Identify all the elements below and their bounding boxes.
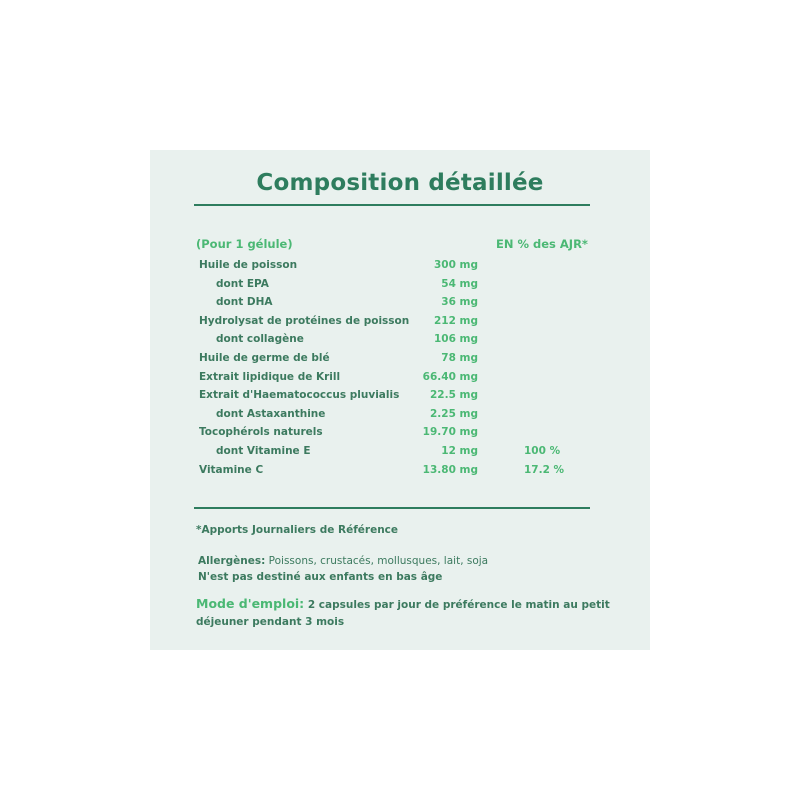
ingredient-quantity: 212 mg	[433, 314, 478, 327]
ingredient-quantity: 12 mg	[441, 445, 478, 457]
ingredient-quantity: 22.5 mg	[429, 389, 478, 402]
ingredient-ajr: 17.2 %	[524, 463, 565, 476]
ingredient-name: dont Vitamine E	[216, 445, 311, 457]
ingredient-name: dont collagène	[216, 333, 304, 346]
ingredient-name: Extrait d'Haematococcus pluvialis	[199, 389, 400, 402]
table-row	[150, 389, 650, 407]
ingredient-name: dont EPA	[216, 277, 269, 290]
title-divider	[194, 204, 590, 206]
ajr-percent-header: EN % des AJR*	[496, 237, 588, 251]
table-row	[150, 333, 650, 351]
composition-card	[150, 150, 650, 650]
children-warning: N'est pas destiné aux enfants en bas âge	[198, 571, 443, 583]
table-row	[150, 371, 650, 389]
ingredient-name: Hydrolysat de protéines de poisson	[199, 314, 410, 327]
usage-block	[196, 595, 616, 631]
ajr-footnote: *Apports Journaliers de Référence	[196, 524, 399, 536]
ingredient-ajr: 100 %	[524, 445, 561, 457]
table-row	[150, 315, 650, 333]
ingredient-name: Tocophérols naturels	[199, 426, 323, 439]
ingredient-name: dont DHA	[216, 296, 273, 309]
ingredient-name: dont Astaxanthine	[216, 407, 326, 420]
ingredient-quantity: 66.40 mg	[422, 370, 478, 383]
allergens-line	[198, 553, 488, 569]
ingredient-quantity: 300 mg	[433, 259, 478, 271]
ingredient-quantity: 106 mg	[433, 333, 478, 346]
ingredient-quantity: 78 mg	[441, 352, 478, 364]
allergens-value: Poissons, crustacés, mollusques, lait, soja	[268, 555, 489, 567]
ingredient-quantity: 19.70 mg	[422, 426, 478, 439]
page-title: Composition détaillée	[256, 170, 544, 196]
ingredient-quantity: 13.80 mg	[422, 463, 478, 476]
table-row	[150, 464, 650, 482]
ingredient-name: Vitamine C	[199, 463, 264, 476]
footer-divider	[194, 507, 590, 509]
ingredient-name: Huile de germe de blé	[199, 352, 330, 364]
allergens-label: Allergènes:	[198, 555, 266, 567]
ingredient-quantity: 36 mg	[441, 296, 478, 309]
table-row	[150, 296, 650, 314]
ingredient-name: Huile de poisson	[199, 259, 298, 271]
ingredient-quantity: 2.25 mg	[429, 407, 478, 420]
table-row	[150, 352, 650, 370]
per-capsule-header: (Pour 1 gélule)	[196, 237, 293, 251]
usage-text: 2 capsules par jour de préférence le matin au petit déjeuner pendant 3 mois	[196, 599, 610, 628]
table-row	[150, 408, 650, 426]
usage-label: Mode d'emploi:	[196, 596, 305, 611]
allergens-block	[198, 553, 488, 585]
table-row	[150, 445, 650, 463]
table-row	[150, 259, 650, 277]
table-row	[150, 278, 650, 296]
ingredient-quantity: 54 mg	[441, 277, 478, 290]
ingredient-name: Extrait lipidique de Krill	[199, 370, 341, 383]
table-row	[150, 426, 650, 444]
